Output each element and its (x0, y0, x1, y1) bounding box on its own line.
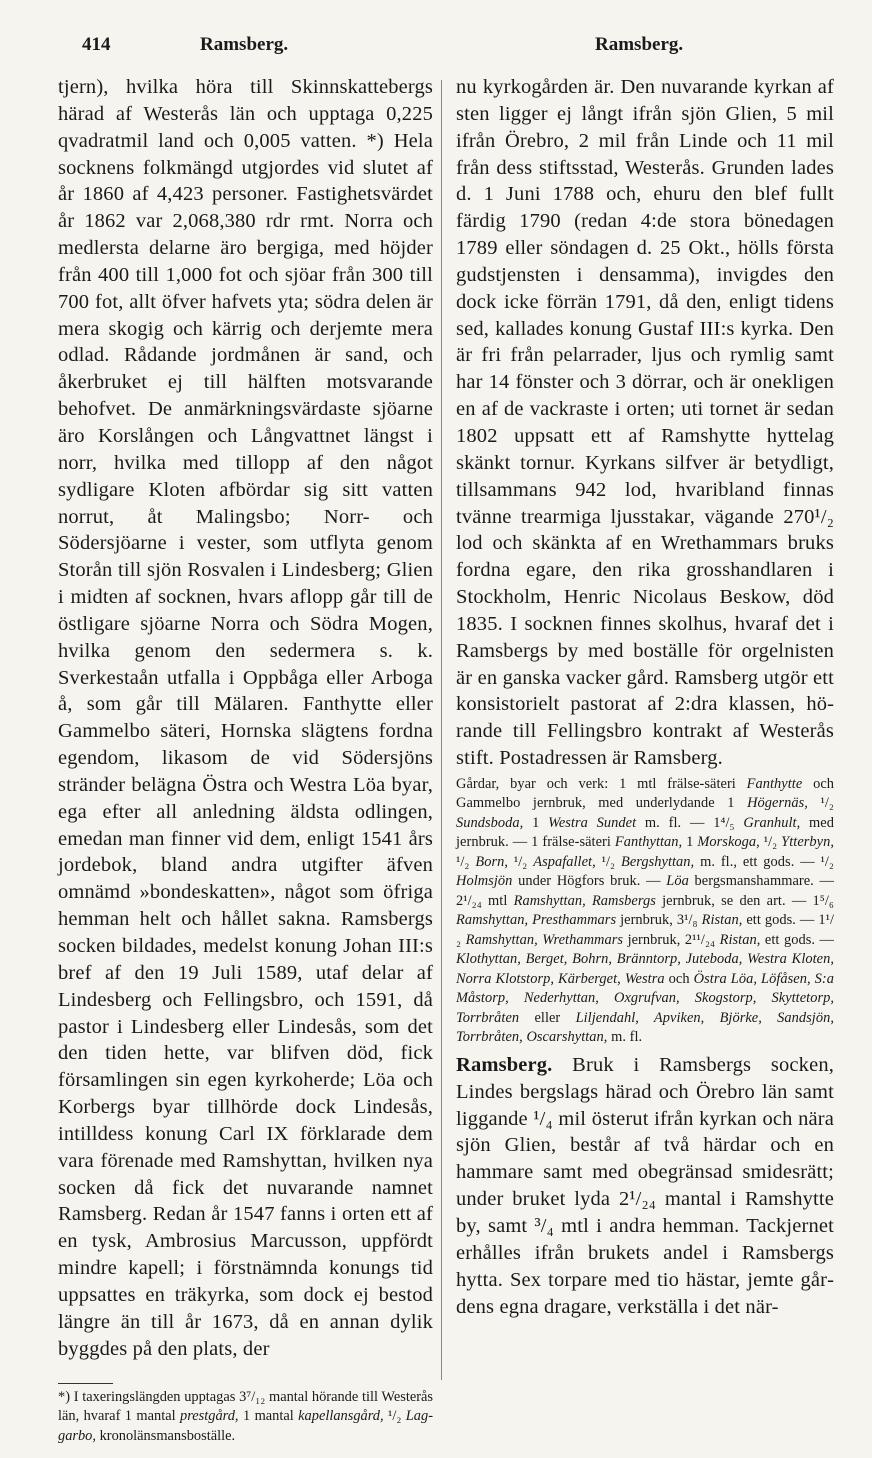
entry-headword: Ramsberg. (456, 1053, 553, 1076)
running-title-right: Ramsberg. (595, 34, 684, 55)
estates-list: Gårdar, byar och verk: 1 mtl frälse-säteri Fanthytte och Gammelbo jernbruk, med underlydande 1 Högernäs, ¹/₂ Sundsboda, 1 Westra Sundet m. fl. — 1⁴/₅ Granhult, med jernbruk. — 1 frälse-säteri Fanthyttan, 1 Morskoga, ¹/₂ Ytterbyn, ¹/₂ Born, ¹/₂ Aspafallet, ¹/₂ Bergshyttan, m. fl., ett gods. — ¹/₂ Holmsjön under Högfors bruk. — Löa bergsmanshammare. — 2¹/₂₄ mtl Ramshyttan, Ramsbergs jernbruk, se den art. — 1⁵/₆ Ramshyttan, Presthammars jernbruk, 3¹/₈ Ristan, ett gods. — 1¹/₂ Ramshyttan, Wrethammars jernbruk, 2¹¹/₂₄ Ristan, ett gods. — Klothyttan, Berget, Bohrn, Bränntorp, Juteboda, Westra Kloten, Norra Klotstorp, Kärberget, Westra och Östra Löa, Löfåsen, S:a Måstorp, Nederhyttan, Oxgrufvan, Skogstorp, Skyttetorp, Torrbråten eller Liljendahl, Apviken, Björke, Sandsjön, Torrbråten, Oscarshyttan, m. fl. (456, 775, 835, 1046)
running-title-left: Ramsberg. (200, 34, 289, 55)
running-header (60, 30, 832, 56)
right-column (456, 74, 834, 1320)
page-number: 414 (82, 34, 111, 55)
bruk-entry (456, 1052, 834, 1320)
left-paragraph: tjern), hvilka höra till Skinnskattebergs härad af Westerås län och upptaga 0,225 qvadratmil land och 0,005 vatten. *) Hela socknens folkmängd utgjordes vid slutet af år 1860 af 4,423 personer. Fastighetsvärdet år 1862 var 2,068,380 rdr rmt. Norra och medlersta delarne äro bergiga, med höjder från 400 till 1,000 fot och sjöar från 300 till 700 fot, allt öfver hafvets yta; södra delen är mera skogig och kärrig och derjemte mera odlad. Rådande jordmånen är sand, och åkerbruket ej till hälften motsvarande behofvet. De anmärkningsvärdaste sjöarne äro Korslången och Långvattnet längst i norr, hvilka med tillopp af den något sydligare Kloten afbördar sig sitt vatten norrut, åt Malingsbo; Norr- och Södersjöarne i vester, som utflyta genom Storån till sjön Rosvalen i Lindesberg; Glien i midten af socknen, hvars aflopp går till de östligare sjöarne Norra och Södra Mogen, hvilka genom den sedermera s. k. Sverkestaån utfalla i Oppbåga eller Arboga å, som går till Mälaren. Fanthytte eller Gammelbo säteri, Hornska slägtens fordna egendom, likasom de vid Södersjöns stränder belägna Östra och Westra Löa byar, ega efter all anledning äldsta odlingen, emedan man finner vid dem, enligt 1541 års jordebok, bland andra utgifter äfven omnämd »bondeskatten», något som öfriga hemman helt och hållet sakna. Ramsbergs socken bildades, medelst konung Johan III:s bref af den 19 Juli 1589, utaf delar af Lindesberg och Fellingsbro, och 1591, då pastor i Lindesberg eller Lindesås, som det den tiden hette, var blifven död, fick församlingen sin egen kyrkoherde; Löa och Korbergs byar tillhörde dock Lindesås, intilldess konung Carl IX förklarade dem vara förenade med Ramshyttan, hvilken nya socken då fick det nuvarande namnet Ramsberg. Redan år 1547 fanns i orten ett af en tysk, Ambrosius Marcusson, uppfördt mindre kapell; i förstnämnda konungs tid uppsattes en träkyrka, som dock ej bestod längre än till år 1673, då en annan dylik byggdes på den plats, der (58, 76, 433, 1360)
column-divider (441, 80, 442, 1380)
left-column (58, 74, 433, 1446)
church-paragraph: nu kyrkogården är. Den nuvarande kyrkan af sten ligger ej långt ifrån sjön Glien, 5 mil ifrån Örebro, 2 mil från Linde och 11 mil från dess stiftsstad, Westerås. Grunden lades d. 1 Juni 1788 och, ehuru den blef fullt färdig 1790 (redan 4:de stora bönedagen 1789 eller söndagen d. 25 Okt., hölls första gudstjensten i densamma), invigdes den dock icke förrän 1791, då den, enligt tidens sed, kallades konung Gustaf III:s kyrka. Den är fri från pelarrader, ljus och rymlig samt har 14 fönster och 3 dörrar, och är onekligen en af de vackraste i orten; uti tornet är sedan 1802 uppsatt ett af Ramshytte hyttelag skänkt tornur. Kyrkans silfver är betydligt, tillsammans 942 lod, hvaribland finnas tvänne trearmiga ljusstakar, vägande 270¹/₂ lod och skänkta af en Wrethammars bruks fordna egare, den rika grosshandlaren i Stockholm, Henric Nicolaus Beskow, död 1835. I socknen finnes skolhus, hvaraf det i Ramsbergs by med boställe för orgelnisten är en ganska vacker gård. Ramsberg utgör ett konsistorielt pastorat af 2:dra klassen, hörande till Fellingsbro kontrakt af Westerås stift. Postadressen är Ramsberg. (456, 76, 834, 770)
footnote-rule (58, 1383, 113, 1384)
entry-text: Bruk i Ramsbergs socken, Lindes bergslags härad och Örebro län samt liggande ¹/₄ mil österut ifrån kyrkan och nära sjön Glien, består af två härdar och en hammare samt med obegränsad smidesrätt; under bruket lyda 2¹/₂₄ mantal i Ramshytte by, samt ³/₄ mtl i andra hemman. Tackjernet erhålles ifrån brukets andel i Ramsbergs hytta. Sex torpare med tio hästar, jemte gårdens egna dragare, verkställa i det när- (456, 1053, 834, 1318)
footnote: *) I taxeringslängden upptagas 3⁷/₁₂ mantal hörande till Westerås län, hvaraf 1 mantal prestgård, 1 mantal kapellansgård, ¹/₂ Laggarbo, kronolänsmansboställe. (58, 1388, 433, 1444)
